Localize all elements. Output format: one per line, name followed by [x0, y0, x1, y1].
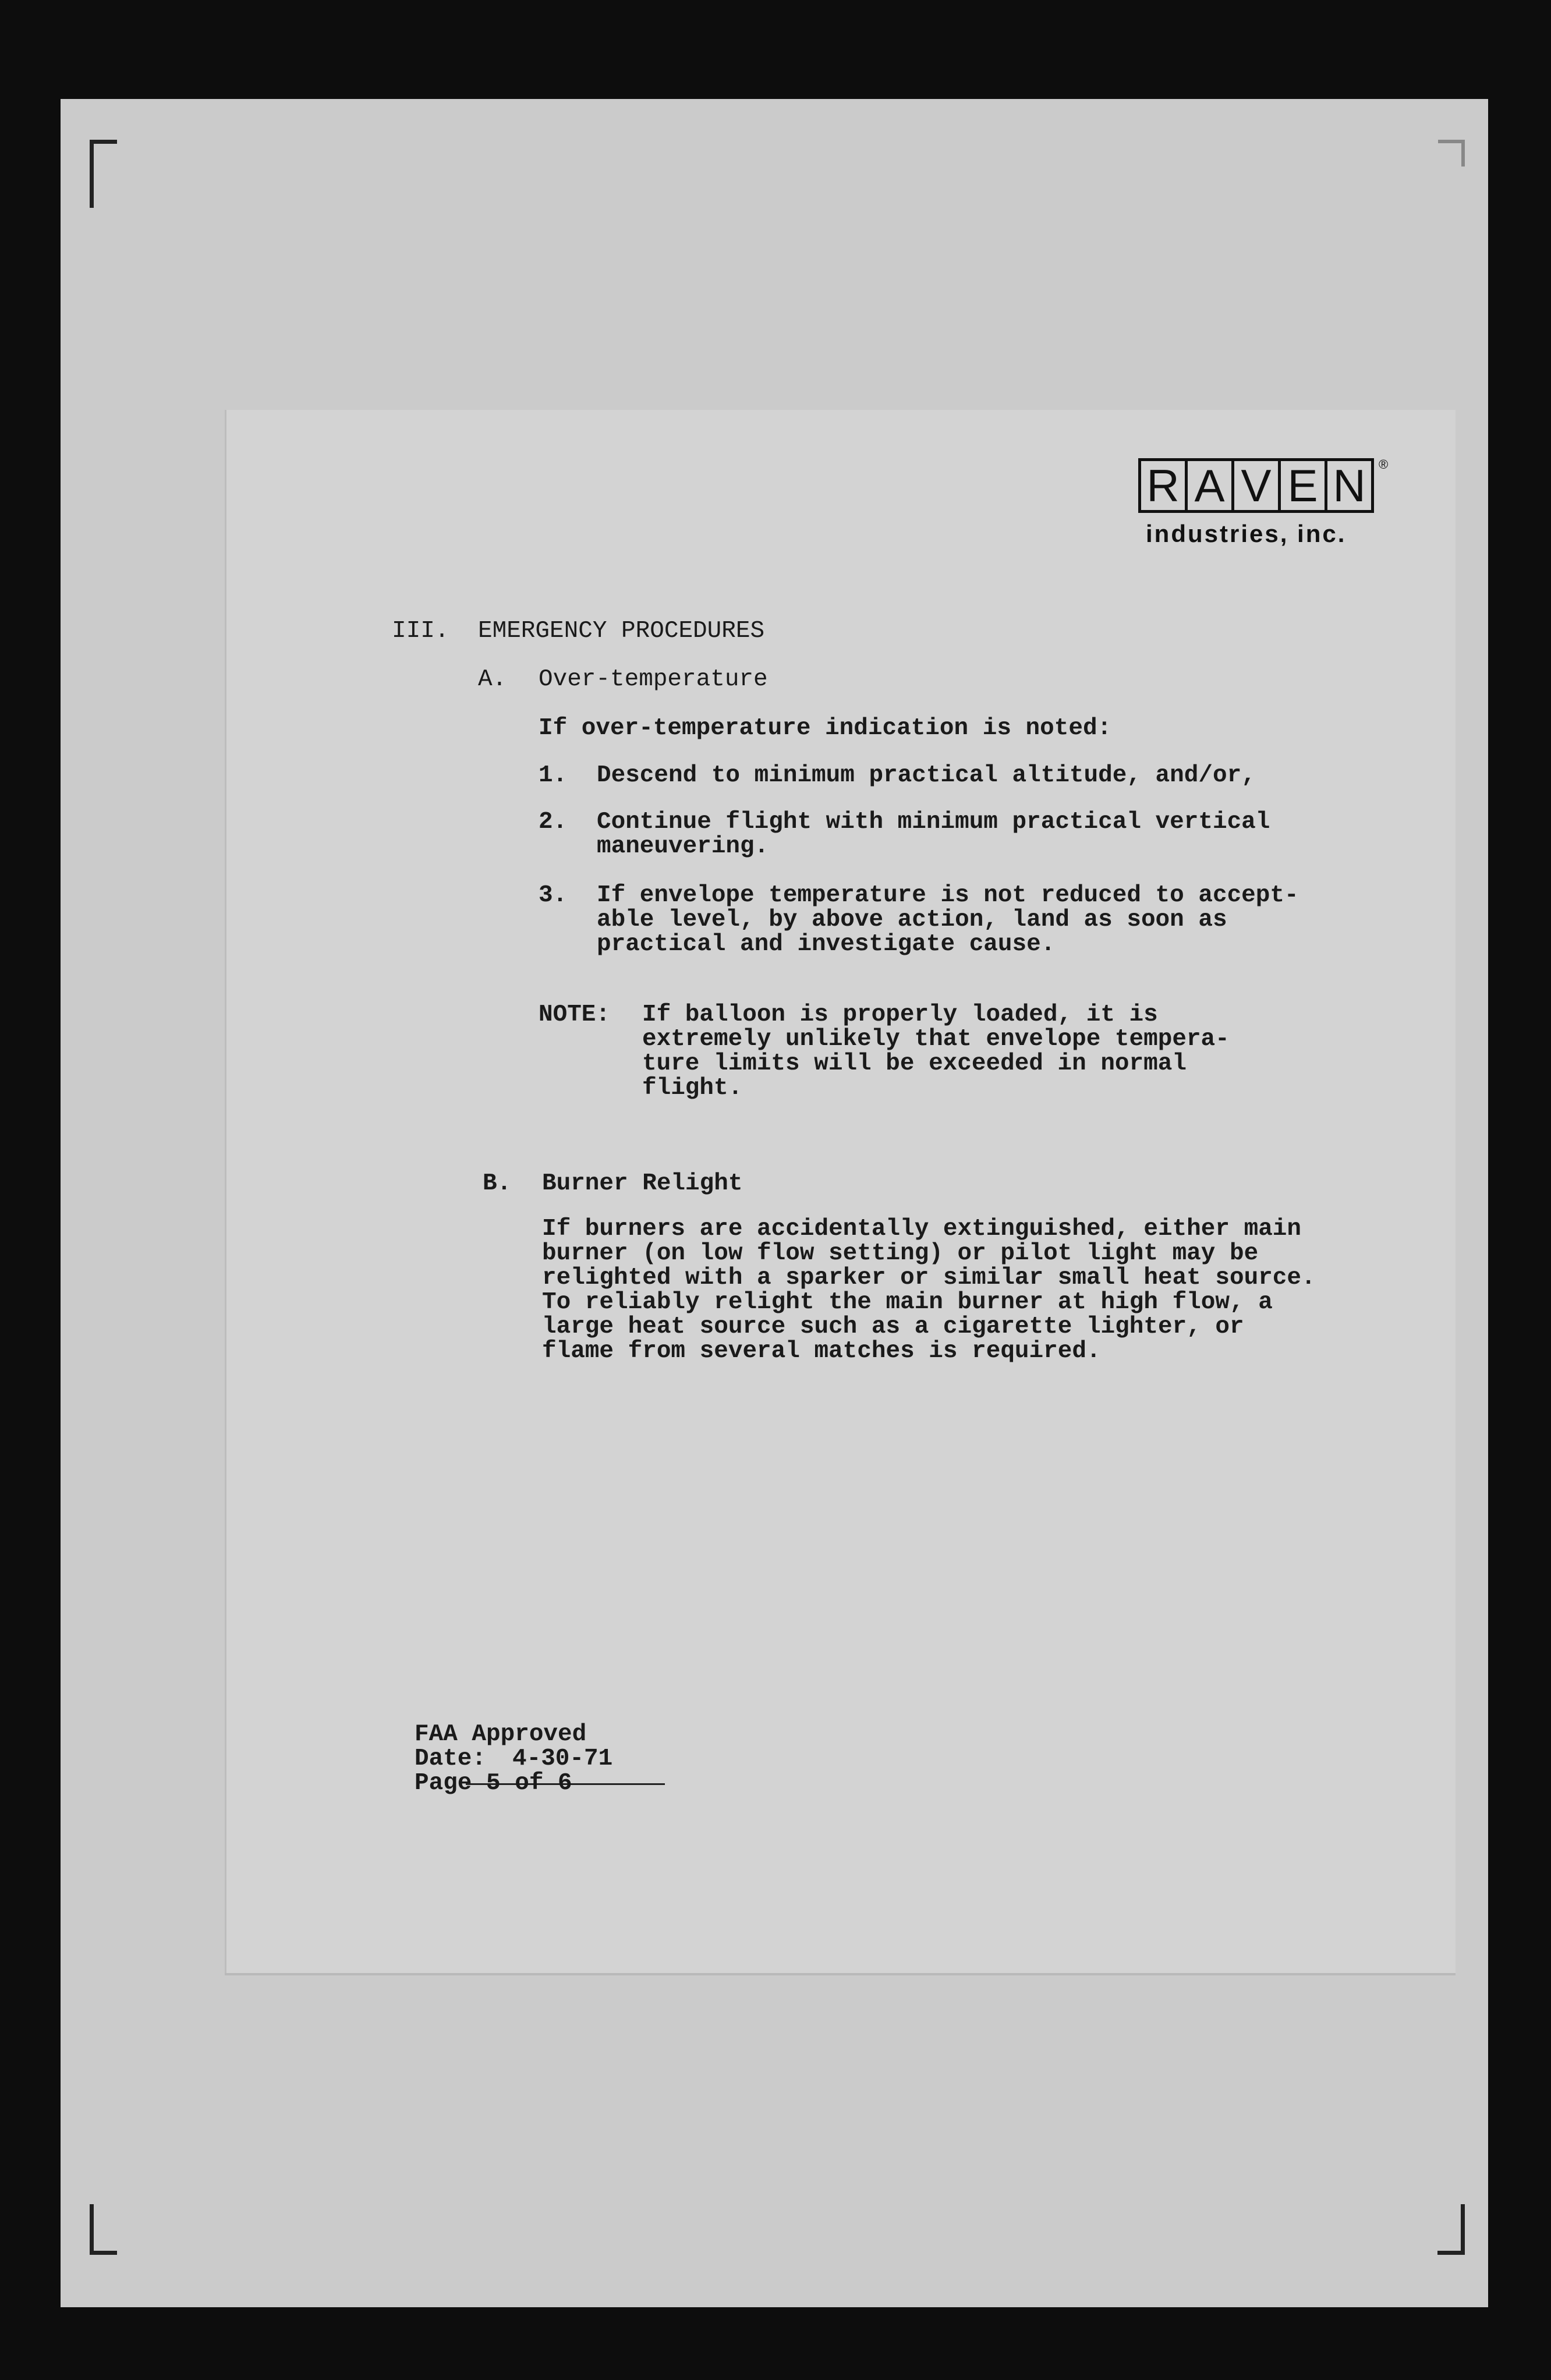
subsection-b-title: Burner Relight	[542, 1170, 743, 1197]
section-number: III.	[392, 618, 449, 644]
page-number: Page 5 of 6	[415, 1770, 572, 1797]
paragraph-line: large heat source such as a cigarette lighter, or	[542, 1313, 1244, 1340]
note-text: flight.	[642, 1075, 743, 1102]
item-text: Continue flight with minimum practical vertical	[597, 809, 1270, 835]
note-text: ture limits will be exceeded in normal	[642, 1050, 1187, 1077]
crop-mark-top-right	[1438, 140, 1465, 167]
note-label: NOTE:	[539, 1001, 611, 1028]
item-text: practical and investigate cause.	[597, 931, 1056, 958]
paragraph-line: If burners are accidentally extinguished, either main	[542, 1216, 1302, 1242]
subsection-a-title: Over-temperature	[539, 666, 768, 693]
raven-logo	[1141, 458, 1374, 513]
item-text: Descend to minimum practical altitude, and/or,	[597, 762, 1256, 789]
note-text: If balloon is properly loaded, it is	[642, 1001, 1158, 1028]
item-text: maneuvering.	[597, 833, 769, 860]
note-text: extremely unlikely that envelope tempera-	[642, 1026, 1230, 1053]
logo-letter: A	[1185, 458, 1234, 513]
item-text: If envelope temperature is not reduced to accept-	[597, 882, 1299, 909]
logo-letter: R	[1138, 458, 1188, 513]
item-text: able level, by above action, land as soon as	[597, 906, 1227, 933]
crop-mark-bottom-left	[90, 2204, 117, 2255]
logo-letter: E	[1278, 458, 1327, 513]
subsection-a-intro: If over-temperature indication is noted:	[539, 715, 1112, 742]
logo-letter: V	[1231, 458, 1281, 513]
paragraph-line: To reliably relight the main burner at high flow, a	[542, 1289, 1273, 1316]
item-number: 2.	[539, 809, 568, 835]
date-label: Date:	[415, 1745, 487, 1772]
section-title: EMERGENCY PROCEDURES	[478, 618, 765, 644]
date-value: 4-30-71	[512, 1745, 613, 1772]
logo-letter: N	[1325, 458, 1374, 513]
crop-mark-top-left	[90, 140, 117, 208]
paragraph-line: relighted with a sparker or similar small heat source.	[542, 1265, 1316, 1291]
crop-mark-bottom-right	[1437, 2204, 1465, 2255]
faa-approved: FAA Approved	[415, 1721, 587, 1748]
subsection-b-letter: B.	[483, 1170, 512, 1197]
registered-mark: ®	[1379, 457, 1389, 472]
paragraph-line: burner (on low flow setting) or pilot light may be	[542, 1240, 1259, 1267]
paragraph-line: flame from several matches is required.	[542, 1338, 1101, 1365]
subsection-a-letter: A.	[478, 666, 507, 693]
item-number: 3.	[539, 882, 568, 909]
logo-subtitle: industries, inc.	[1146, 520, 1347, 547]
item-number: 1.	[539, 762, 568, 789]
